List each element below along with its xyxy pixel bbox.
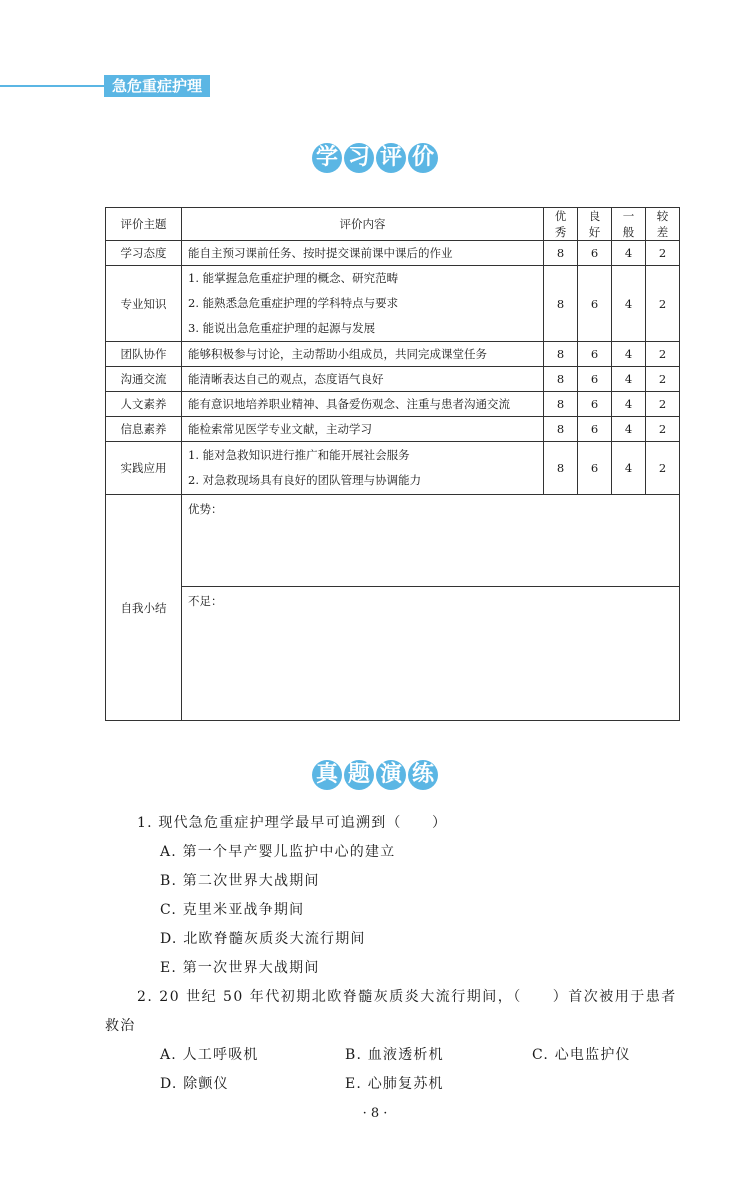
question-1-option[interactable]: E. 第一次世界大战期间 (160, 960, 320, 976)
row-topic: 沟通交流 (106, 367, 182, 392)
score-cell: 2 (646, 417, 680, 442)
table-row (106, 342, 680, 367)
row-content: 能自主预习课前任务、按时提交课前课中课后的作业 (182, 241, 544, 266)
weaknesses-area[interactable] (182, 587, 679, 699)
content-line: 2. 对急救现场具有良好的团队管理与协调能力 (188, 473, 422, 487)
summary-row (106, 495, 680, 721)
title-char: 题 (344, 760, 374, 790)
row-content (182, 266, 544, 342)
score-cell: 4 (612, 266, 646, 342)
score-cell: 6 (578, 342, 612, 367)
score-cell: 4 (612, 367, 646, 392)
score-cell: 8 (544, 367, 578, 392)
title-char: 学 (312, 143, 342, 173)
row-topic: 人文素养 (106, 392, 182, 417)
row-content: 能够积极参与讨论，主动帮助小组成员，共同完成课堂任务 (182, 342, 544, 367)
title-char: 评 (376, 143, 406, 173)
question-1-stem: 1. 现代急危重症护理学最早可追溯到（ ） (137, 815, 448, 831)
row-topic: 信息素养 (106, 417, 182, 442)
title-char: 价 (408, 143, 438, 173)
score-cell: 4 (612, 392, 646, 417)
score-cell: 6 (578, 442, 612, 495)
page-number: · 8 · (362, 1106, 388, 1121)
row-content: 能清晰表达自己的观点，态度语气良好 (182, 367, 544, 392)
table-row (106, 367, 680, 392)
score-cell: 4 (612, 417, 646, 442)
score-cell: 8 (544, 241, 578, 266)
content-line: 1. 能对急救知识进行推广和能开展社会服务 (188, 448, 410, 462)
row-topic: 实践应用 (106, 442, 182, 495)
table-row (106, 241, 680, 266)
strengths-label: 优势： (188, 502, 223, 516)
score-cell: 8 (544, 442, 578, 495)
table-row (106, 417, 680, 442)
header-good: 良好 (578, 208, 612, 241)
section-title-evaluation (0, 143, 750, 173)
title-char: 练 (408, 760, 438, 790)
row-content: 能检索常见医学专业文献，主动学习 (182, 417, 544, 442)
header-rule (0, 85, 110, 87)
score-cell: 6 (578, 241, 612, 266)
score-cell: 8 (544, 392, 578, 417)
header-poor: 较差 (646, 208, 680, 241)
row-topic: 团队协作 (106, 342, 182, 367)
content-line: 2. 能熟悉急危重症护理的学科特点与要求 (188, 296, 399, 310)
question-2-option[interactable]: C. 心电监护仪 (532, 1047, 631, 1063)
score-cell: 2 (646, 442, 680, 495)
row-content (182, 442, 544, 495)
score-cell: 2 (646, 392, 680, 417)
score-cell: 4 (612, 342, 646, 367)
header-excellent: 优秀 (544, 208, 578, 241)
score-cell: 6 (578, 367, 612, 392)
score-cell: 6 (578, 417, 612, 442)
table-header-row (106, 208, 680, 241)
header-average: 一般 (612, 208, 646, 241)
question-2-option[interactable]: B. 血液透析机 (345, 1047, 444, 1063)
table-row (106, 392, 680, 417)
score-cell: 6 (578, 266, 612, 342)
score-cell: 8 (544, 266, 578, 342)
row-topic: 专业知识 (106, 266, 182, 342)
score-cell: 2 (646, 266, 680, 342)
score-cell: 2 (646, 342, 680, 367)
question-1-option[interactable]: A. 第一个早产婴儿监护中心的建立 (160, 844, 396, 860)
score-cell: 2 (646, 241, 680, 266)
evaluation-table (105, 207, 680, 721)
question-1-option[interactable]: B. 第二次世界大战期间 (160, 873, 320, 889)
title-char: 演 (376, 760, 406, 790)
question-1-option[interactable]: D. 北欧脊髓灰质炎大流行期间 (160, 931, 366, 947)
score-cell: 6 (578, 392, 612, 417)
question-1-option[interactable]: C. 克里米亚战争期间 (160, 902, 305, 918)
row-content: 能有意识地培养职业精神、具备爱伤观念、注重与患者沟通交流 (182, 392, 544, 417)
content-line: 3. 能说出急危重症护理的起源与发展 (188, 321, 376, 335)
row-topic: 学习态度 (106, 241, 182, 266)
header-content: 评价内容 (182, 208, 544, 241)
score-cell: 8 (544, 342, 578, 367)
table-row (106, 266, 680, 342)
table-row (106, 442, 680, 495)
score-cell: 8 (544, 417, 578, 442)
summary-topic: 自我小结 (106, 495, 182, 721)
book-title-tab: 急危重症护理 (104, 75, 210, 97)
question-2-option[interactable]: D. 除颤仪 (160, 1076, 229, 1092)
question-2-option[interactable]: A. 人工呼吸机 (160, 1047, 259, 1063)
summary-cell (182, 495, 680, 721)
score-cell: 4 (612, 241, 646, 266)
question-2-stem-cont: 救治 (105, 1018, 136, 1034)
score-cell: 4 (612, 442, 646, 495)
title-char: 习 (344, 143, 374, 173)
weaknesses-label: 不足： (188, 594, 223, 608)
content-line: 1. 能掌握急危重症护理的概念、研究范畴 (188, 271, 399, 285)
score-cell: 2 (646, 367, 680, 392)
header-topic: 评价主题 (106, 208, 182, 241)
section-title-exercises (0, 760, 750, 790)
question-2-stem: 2. 20 世纪 50 年代初期北欧脊髓灰质炎大流行期间，（ ）首次被用于患者 (137, 989, 677, 1005)
question-2-option[interactable]: E. 心肺复苏机 (345, 1076, 444, 1092)
title-char: 真 (312, 760, 342, 790)
strengths-area[interactable] (182, 495, 679, 587)
